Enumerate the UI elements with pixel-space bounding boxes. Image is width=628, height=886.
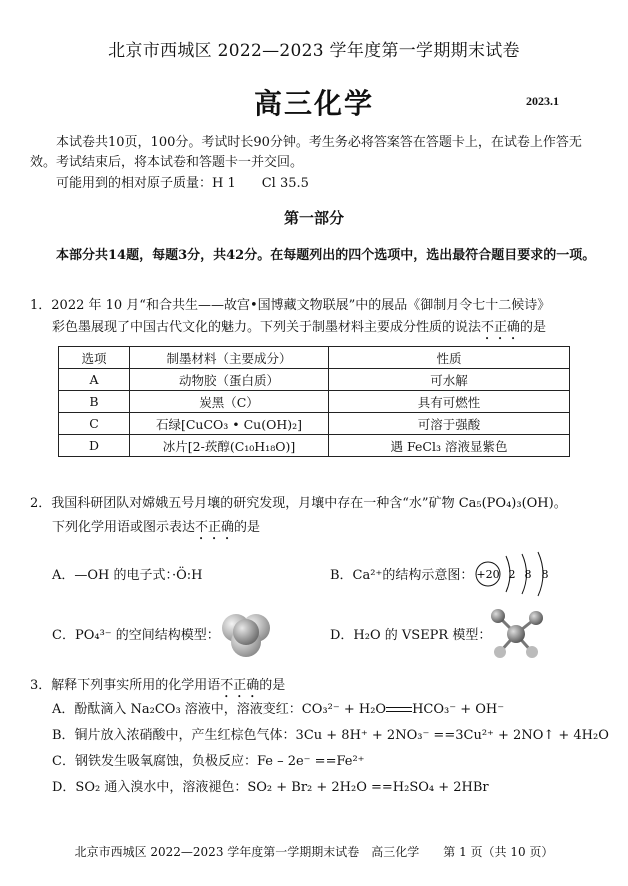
- q3-option-a-end: HCO₃⁻ + OH⁻: [412, 702, 505, 717]
- section-title: 第一部分: [283, 209, 344, 227]
- equilibrium-arrow: [386, 706, 412, 714]
- atomic-mass-line: 可能用到的相对原子质量：H 1 Cl 35.5: [56, 176, 309, 191]
- shell-electron-count: 8: [524, 568, 532, 581]
- table-cell-material: 石绿[CuCO₃ • Cu(OH)₂]: [130, 413, 329, 435]
- q3-emphasis: 不正确: [220, 678, 260, 693]
- q2-option-c-text: C．PO₄³⁻ 的空间结构模型：: [52, 628, 220, 643]
- table-row: [59, 391, 570, 413]
- question-1-stem-line2: [52, 318, 602, 343]
- table-header: 制墨材料（主要成分）: [130, 347, 329, 369]
- q2-option-c: [52, 626, 220, 646]
- q3-option-c: C．钢铁发生吸氧腐蚀，负极反应：Fe – 2e⁻ ==Fe²⁺: [52, 754, 365, 769]
- q2-option-a: [52, 566, 203, 586]
- q2-stem-end: 的是: [234, 520, 261, 535]
- table-cell-property: 遇 FeCl₃ 溶液显紫色: [329, 435, 570, 457]
- table-header: 性质: [329, 347, 570, 369]
- hydroxyl-electron-formula: ·Ö:H: [172, 568, 203, 583]
- question-2-stem-line2: [52, 518, 260, 543]
- q3-option-d: D．SO₂ 通入溴水中，溶液褪色：SO₂ + Br₂ + 2H₂O ==H₂SO₄ + 2HBr: [52, 780, 489, 795]
- table-row: [59, 369, 570, 391]
- ink-material-table: [58, 346, 570, 457]
- section-instruction: 本部分共14题，每题3分，共42分。在每题列出的四个选项中，选出最符合题目要求的一项。: [56, 248, 596, 263]
- exam-intro: 本试卷共10页，100分。考试时长90分钟。考生务必将答案答在答题卡上，在试卷上作答无效。考试结束后，将本试卷和答题卡一并交回。: [30, 135, 582, 170]
- q3-option-a-text: A．酚酞滴入 Na₂CO₃ 溶液中，溶液变红：CO₃²⁻ + H₂O: [52, 702, 387, 717]
- q1-stem-end: 的是: [520, 320, 547, 335]
- phosphate-space-filling-model: [218, 608, 274, 658]
- table-cell-option: C: [59, 413, 130, 435]
- q1-stem-text: 彩色墨展现了中国古代文化的魅力。下列关于制墨材料主要成分性质的说法: [52, 320, 482, 335]
- table-cell-option: B: [59, 391, 130, 413]
- table-header: 选项: [59, 347, 130, 369]
- exam-header-title: 北京市西城区 2022—2023 学年度第一学期期末试卷: [108, 41, 520, 61]
- table-cell-property: 可溶于强酸: [329, 413, 570, 435]
- q2-option-b-text: B．Ca²⁺的结构示意图：: [330, 568, 474, 583]
- shell-electron-count: 2: [508, 568, 516, 581]
- table-cell-option: D: [59, 435, 130, 457]
- q2-option-d: [330, 626, 491, 646]
- question-2-stem: 2．我国科研团队对嫦娥五号月壤的研究发现，月壤中存在一种含“水”矿物 Ca₅(PO₄)₃(OH)。: [30, 496, 567, 511]
- q2-option-d-text: D．H₂O 的 VSEPR 模型：: [330, 628, 492, 643]
- q3-option-b: B．铜片放入浓硝酸中，产生红棕色气体：3Cu + 8H⁺ + 2NO₃⁻ ==3Cu²⁺ + 2NO↑ + 4H₂O: [52, 728, 609, 743]
- table-row: [59, 413, 570, 435]
- q2-option-a-text: A．—OH 的电子式：: [52, 568, 173, 583]
- nucleus-charge: +20: [476, 568, 500, 581]
- q3-stem-end: 的是: [259, 678, 286, 693]
- table-cell-property: 具有可燃性: [329, 391, 570, 413]
- q2-emphasis: 不正确: [195, 520, 235, 535]
- table-row: [59, 435, 570, 457]
- exam-date: 2023.1: [526, 94, 559, 108]
- question-3-stem: [30, 676, 285, 701]
- q2-option-b: [330, 566, 473, 586]
- table-cell-material: 炭黑（C）: [130, 391, 329, 413]
- water-vsepr-model: [486, 606, 546, 662]
- subject-title: 高三化学: [253, 87, 374, 120]
- question-1-stem: 1．2022 年 10 月“和合共生——故宫•国博藏文物联展”中的展品《御制月令七十二候诗》: [30, 298, 551, 313]
- table-cell-material: 动物胶（蛋白质）: [130, 369, 329, 391]
- table-header-row: [59, 347, 570, 369]
- q2-stem-text: 下列化学用语或图示表达: [52, 520, 196, 535]
- page-footer: 北京市西城区 2022—2023 学年度第一学期期末试卷 高三化学 第 1 页（共 10 页）: [74, 845, 554, 859]
- shell-electron-count: 8: [541, 568, 549, 581]
- q1-emphasis: 不正确: [481, 320, 521, 335]
- table-cell-property: 可水解: [329, 369, 570, 391]
- table-cell-option: A: [59, 369, 130, 391]
- q3-option-a: [52, 700, 504, 720]
- ca-ion-structure-diagram: [474, 548, 564, 598]
- table-cell-material: 冰片[2-莰醇(C₁₀H₁₈O)]: [130, 435, 329, 457]
- q3-stem-text: 3．解释下列事实所用的化学用语: [30, 678, 221, 693]
